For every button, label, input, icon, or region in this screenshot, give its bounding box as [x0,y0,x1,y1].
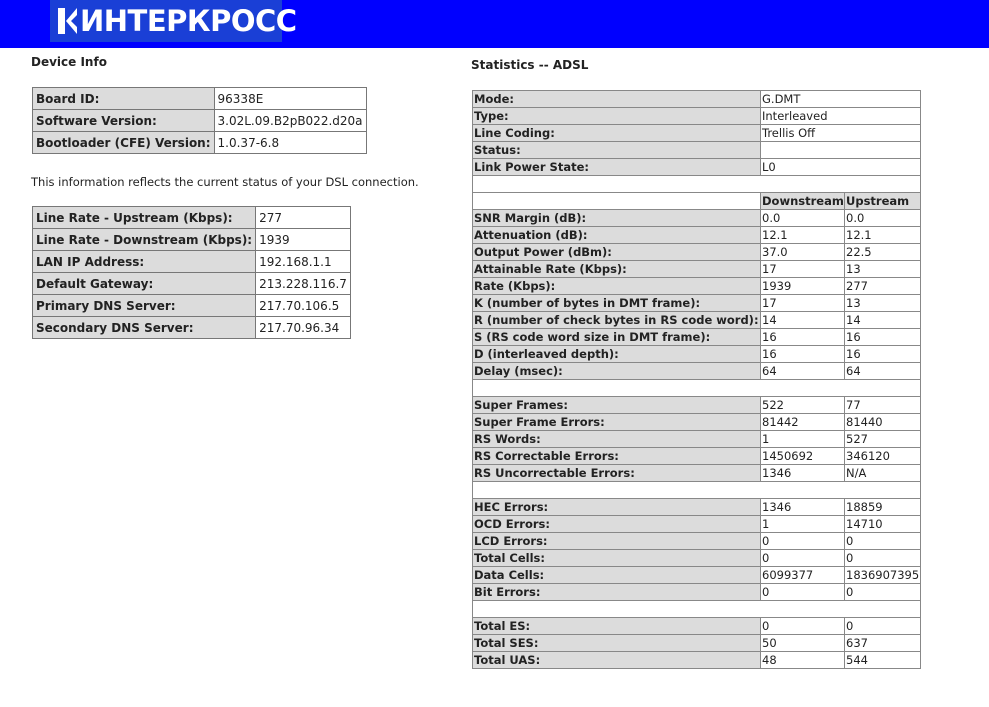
stat-upstream-value: 81440 [845,414,921,431]
stat-label: Link Power State: [473,159,761,176]
column-header-upstream: Upstream [845,193,921,210]
stat-upstream-value: 0.0 [845,210,921,227]
connection-info-label: Primary DNS Server: [33,295,256,317]
stat-downstream-value: 1346 [761,465,845,482]
stat-upstream-value: 637 [845,635,921,652]
connection-info-label: Line Rate - Upstream (Kbps): [33,207,256,229]
device-info-label: Board ID: [33,88,215,110]
stat-label: HEC Errors: [473,499,761,516]
stat-upstream-value: 527 [845,431,921,448]
stat-label: K (number of bytes in DMT frame): [473,295,761,312]
connection-info-row [33,273,351,295]
stat-upstream-value: 18859 [845,499,921,516]
stat-separator-row [473,176,921,193]
stat-separator-row [473,380,921,397]
stat-label: Bit Errors: [473,584,761,601]
connection-info-value: 1939 [256,229,351,251]
adsl-statistics-table [472,90,921,669]
stat-downstream-value: 1450692 [761,448,845,465]
stat-row [473,652,921,669]
stat-upstream-value: 16 [845,346,921,363]
stat-mode-row [473,91,921,108]
stat-upstream-value: 1836907395 [846,567,920,582]
stat-label: Total ES: [473,618,761,635]
stat-row [473,363,921,380]
status-note: This information reflects the current status of your DSL connection. [31,175,419,189]
stat-label: Super Frame Errors: [473,414,761,431]
stat-downstream-value: 0 [761,618,845,635]
k-mark-icon [58,8,78,34]
stat-upstream-value: 12.1 [845,227,921,244]
connection-info-label: LAN IP Address: [33,251,256,273]
stat-label: Type: [473,108,761,125]
stat-downstream-value: 81442 [761,414,845,431]
device-info-title: Device Info [31,55,107,69]
stat-row [473,618,921,635]
stat-upstream-value: 14710 [845,516,921,533]
stat-label: Data Cells: [473,567,761,584]
stat-value: G.DMT [761,91,921,108]
stat-upstream-value: 346120 [845,448,921,465]
stat-downstream-value: 50 [761,635,845,652]
stat-row [473,533,921,550]
stat-downstream-value: 48 [761,652,845,669]
stat-separator-cell [473,482,921,499]
stat-row [473,397,921,414]
brand-name: ИНТЕРКРОСС [80,4,297,38]
device-info-value: 96338E [214,88,366,110]
stat-downstream-value: 0 [761,550,845,567]
stat-upstream-value: 13 [845,295,921,312]
stat-label: R (number of check bytes in RS code word): [474,312,759,327]
connection-info-value: 277 [256,207,351,229]
stat-label: Attainable Rate (Kbps): [473,261,761,278]
stat-separator-cell [473,601,921,618]
stat-label: OCD Errors: [473,516,761,533]
stat-row [473,516,921,533]
connection-info-row [33,251,351,273]
stat-upstream-value: 77 [845,397,921,414]
stat-mode-row [473,108,921,125]
stat-downstream-value: 17 [761,261,845,278]
stat-downstream-value: 16 [761,346,845,363]
stat-row [473,584,921,601]
brand-logo [50,0,297,42]
stat-separator-cell [473,380,921,397]
stat-downstream-value: 1346 [761,499,845,516]
stat-row [473,312,921,329]
stat-downstream-value: 64 [761,363,845,380]
stat-column-header-row [473,193,921,210]
stat-downstream-value: 16 [761,329,845,346]
stat-label: Line Coding: [473,125,761,142]
stat-label: Total SES: [473,635,761,652]
connection-info-row [33,207,351,229]
statistics-title: Statistics -- ADSL [471,58,589,72]
stat-downstream-value: 1939 [761,278,845,295]
stat-value: Trellis Off [761,125,921,142]
stat-downstream-value: 522 [761,397,845,414]
device-info-label: Bootloader (CFE) Version: [33,132,215,154]
column-header-downstream: Downstream [762,193,844,208]
stat-label: Delay (msec): [473,363,761,380]
stat-row [473,261,921,278]
stat-row [473,550,921,567]
stat-label: Super Frames: [473,397,761,414]
stat-row [473,431,921,448]
device-info-label: Software Version: [33,110,215,132]
stat-label: Total UAS: [473,652,761,669]
device-info-table [32,87,367,154]
stat-downstream-value: 17 [761,295,845,312]
stat-label: Attenuation (dB): [473,227,761,244]
stat-downstream-value: 0 [761,584,845,601]
stat-row [473,227,921,244]
connection-info-value: 213.228.116.7 [256,273,351,295]
stat-row [473,448,921,465]
stat-row [473,414,921,431]
connection-info-value: 192.168.1.1 [256,251,351,273]
stat-downstream-value: 6099377 [761,567,845,584]
stat-row [473,278,921,295]
stat-upstream-value: 0 [845,550,921,567]
stat-upstream-value: 277 [845,278,921,295]
connection-info-row [33,317,351,339]
stat-row [473,295,921,312]
stat-downstream-value: 14 [761,312,845,329]
stat-separator-row [473,482,921,499]
stat-upstream-value: 0 [845,584,921,601]
stat-upstream-value: 14 [845,312,921,329]
stat-mode-row [473,125,921,142]
stat-downstream-value: 1 [761,431,845,448]
stat-upstream-value: 0 [845,533,921,550]
stat-row [473,210,921,227]
stat-upstream-value: 13 [845,261,921,278]
stat-upstream-value: 544 [845,652,921,669]
stat-row [473,244,921,261]
stat-downstream-value: 0 [761,533,845,550]
stat-value [761,142,921,159]
device-info-value: 1.0.37-6.8 [214,132,366,154]
stat-downstream-value: 37.0 [761,244,845,261]
stat-label: Mode: [473,91,761,108]
stat-header-spacer [473,193,761,210]
stat-downstream-value: 1 [761,516,845,533]
connection-info-row [33,295,351,317]
stat-upstream-value: 0 [845,618,921,635]
stat-row [473,567,921,584]
device-info-row [33,88,367,110]
stat-mode-row [473,159,921,176]
device-info-row [33,132,367,154]
stat-label: D (interleaved depth): [473,346,761,363]
stat-label: Output Power (dBm): [473,244,761,261]
stat-label: S (RS code word size in DMT frame): [473,329,761,346]
connection-info-value: 217.70.106.5 [256,295,351,317]
device-info-value: 3.02L.09.B2pB022.d20a [214,110,366,132]
stat-label: Rate (Kbps): [473,278,761,295]
header-banner [0,0,989,48]
connection-info-label: Default Gateway: [33,273,256,295]
connection-info-table [32,206,351,339]
stat-upstream-value: 16 [845,329,921,346]
stat-mode-row [473,142,921,159]
stat-upstream-value: 22.5 [845,244,921,261]
stat-downstream-value: 0.0 [761,210,845,227]
stat-separator-row [473,601,921,618]
connection-info-value: 217.70.96.34 [256,317,351,339]
stat-separator-cell [473,176,921,193]
stat-row [473,635,921,652]
stat-upstream-value: 64 [845,363,921,380]
stat-label: Status: [473,142,761,159]
stat-label: Total Cells: [473,550,761,567]
stat-row [473,346,921,363]
stat-row [473,465,921,482]
connection-info-row [33,229,351,251]
stat-label: RS Words: [473,431,761,448]
stat-label: LCD Errors: [473,533,761,550]
connection-info-label: Secondary DNS Server: [33,317,256,339]
stat-row [473,329,921,346]
stat-value: Interleaved [761,108,921,125]
stat-row [473,499,921,516]
stat-label: RS Uncorrectable Errors: [473,465,761,482]
stat-label: SNR Margin (dB): [473,210,761,227]
stat-label: RS Correctable Errors: [473,448,761,465]
stat-value: L0 [761,159,921,176]
device-info-row [33,110,367,132]
connection-info-label: Line Rate - Downstream (Kbps): [33,229,256,251]
stat-downstream-value: 12.1 [761,227,845,244]
stat-upstream-value: N/A [845,465,921,482]
